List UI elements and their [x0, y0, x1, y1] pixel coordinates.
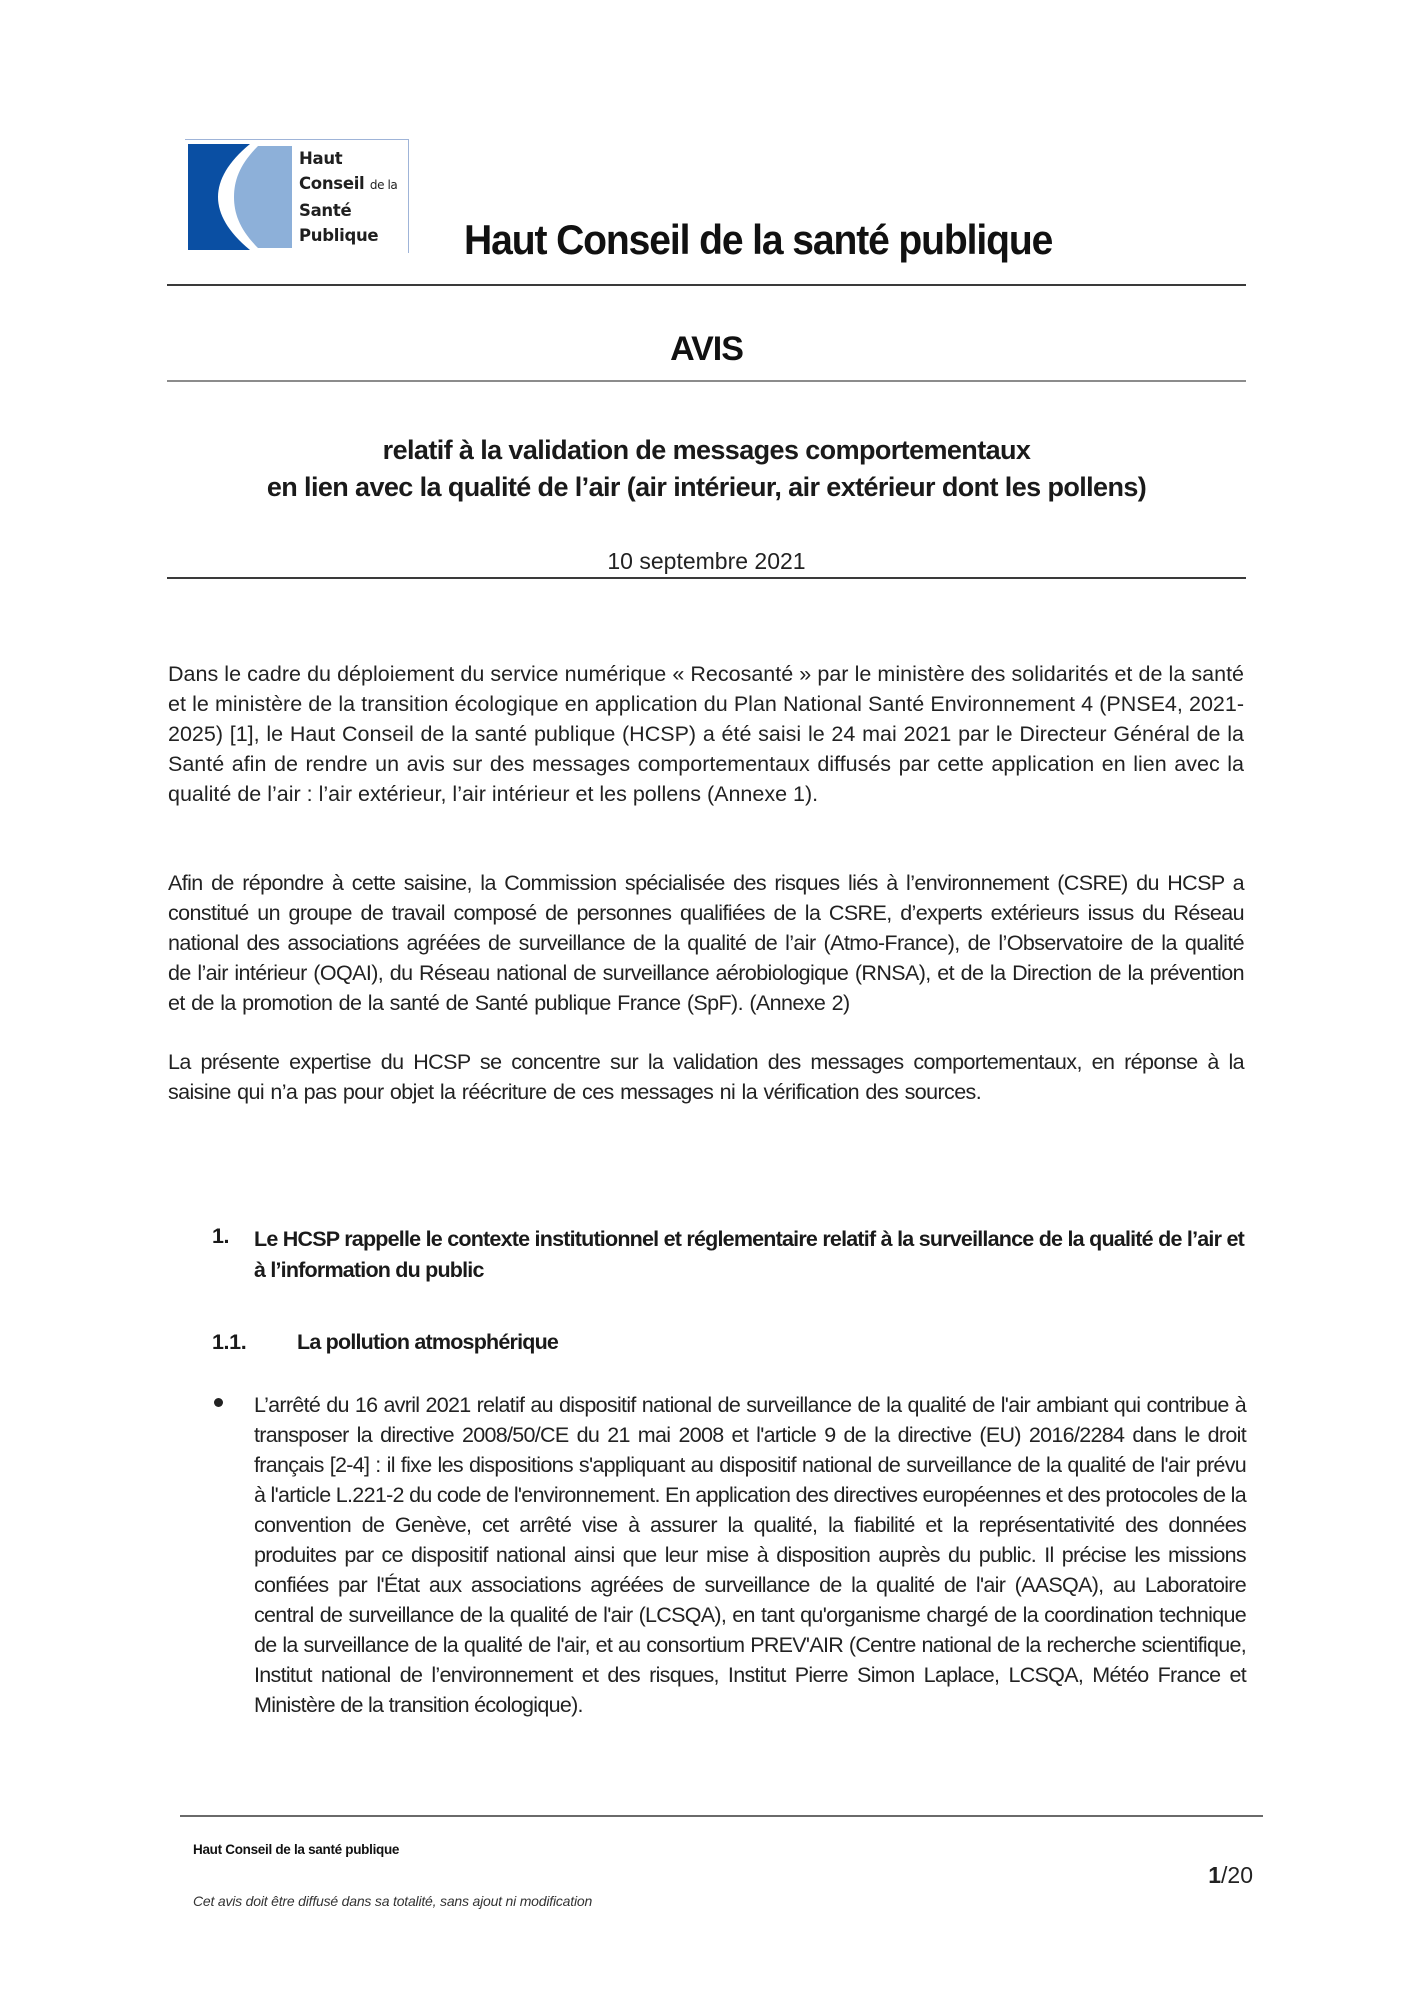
page-current: 1 — [1208, 1862, 1222, 1888]
section-1-1-number: 1.1. — [212, 1330, 247, 1354]
header-divider — [167, 284, 1246, 286]
subtitle-line-2: en lien avec la qualité de l’air (air intérieur, air extérieur dont les pollens) — [266, 472, 1147, 502]
working-group-paragraph: Afin de répondre à cette saisine, la Commission spécialisée des risques liés à l’environnement (CSRE) du HCSP a constitué un groupe de travail composé de personnes qualifiées de la CSRE, d’experts extérieurs issus du Réseau national des associations agréées de surveillance de la qualité de l’air (Atmo-France), de l’Observatoire de la qualité de l’air intérieur (OQAI), du Réseau national de surveillance aérobiologique (RNSA), et de la Direction de la prévention et de la promotion de la santé de Santé publique France (SpF). (Annexe 2) — [168, 871, 1244, 1015]
footer-divider — [180, 1815, 1263, 1817]
logo-line-conseil: Conseil — [299, 174, 365, 193]
hcsp-logo — [185, 139, 409, 253]
bullet-icon — [214, 1398, 223, 1407]
section-1-1-heading: La pollution atmosphérique — [297, 1330, 559, 1354]
scope-paragraph: La présente expertise du HCSP se concentre sur la validation des messages comportementaux, en réponse à la saisine qui n’a pas pour objet la réécriture de ces messages ni la vérification des sources. — [168, 1050, 1244, 1104]
organization-title: Haut Conseil de la santé publique — [464, 216, 1053, 263]
logo-crescent-icon — [188, 144, 296, 250]
footer-organization: Haut Conseil de la santé publique — [193, 1842, 400, 1857]
page-number — [1208, 1862, 1253, 1889]
title-divider — [167, 380, 1246, 382]
section-1-number: 1. — [212, 1224, 230, 1248]
logo-line-publique: Publique — [299, 226, 379, 245]
subtitle-line-1: relatif à la validation de messages comportementaux — [382, 435, 1031, 465]
bullet-list-item: L’arrêté du 16 avril 2021 relatif au dispositif national de surveillance de la qualité de l'air ambiant qui contribue à transposer la directive 2008/50/CE du 21 mai 2008 et l'article 9 de la directive (EU) 2016/2284 dans le droit français [2-4] : il fixe les dispositions s'appliquant au dispositif national de surveillance de la qualité de l'air prévu à l'article L.221-2 du code de l'environnement. En application des directives européennes et des protocoles de la convention de Genève, cet arrêté vise à assurer la qualité, la fiabilité et la représentativité des données produites par ce dispositif national ainsi que leur mise à disposition auprès du public. Il précise les missions confiées par l'État aux associations agréées de surveillance de la qualité de l'air (AASQA), au Laboratoire central de surveillance de la qualité de l'air (LCSQA), en tant qu'organisme chargé de la coordination technique de la surveillance de la qualité de l'air, et au consortium PREV'AIR (Centre national de la recherche scientifique, Institut national de l’environnement et des risques, Institut Pierre Simon Laplace, LCSQA, Météo France et Ministère de la transition écologique). — [254, 1393, 1246, 1717]
logo-line-de-la: de la — [369, 178, 398, 192]
page-total: /20 — [1221, 1862, 1253, 1888]
footer-distribution-note: Cet avis doit être diffusé dans sa totalité, sans ajout ni modification — [193, 1893, 593, 1909]
document-subtitle — [167, 432, 1246, 506]
section-1-heading: Le HCSP rappelle le contexte institutionnel et réglementaire relatif à la surveillance de la qualité de l’air et à l’information du public — [254, 1227, 1244, 1282]
intro-paragraph: Dans le cadre du déploiement du service numérique « Recosanté » par le ministère des solidarités et de la santé et le ministère de la transition écologique en application du Plan National Santé Environnement 4 (PNSE4, 2021-2025) [1], le Haut Conseil de la santé publique (HCSP) a été saisi le 24 mai 2021 par le Directeur Général de la Santé afin de rendre un avis sur des messages comportementaux diffusés par cette application en lien avec la qualité de l’air : l’air extérieur, l’air intérieur et les pollens (Annexe 1). — [168, 662, 1244, 806]
logo-line-haut: Haut — [299, 149, 343, 168]
date-divider — [167, 577, 1246, 579]
document-date: 10 septembre 2021 — [607, 548, 806, 574]
document-type-title: AVIS — [670, 330, 743, 368]
logo-text — [299, 146, 397, 248]
logo-line-sante: Santé — [299, 201, 352, 220]
